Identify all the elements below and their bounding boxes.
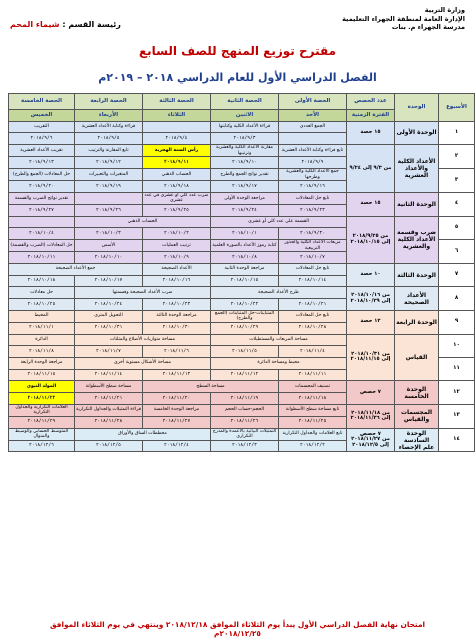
unit-name: الوحدة الرابعة: [395, 310, 439, 334]
lesson-cell: المتغيرات والتعبيرات: [75, 168, 143, 180]
date-cell: ٢٠١٨/٩/٦: [9, 133, 75, 145]
date-cell: ٢٠١٨/٩/٢٣: [279, 205, 347, 217]
date-cell: ٢٠١٨/٩/١٠: [211, 157, 279, 169]
lesson-cell: مخططات الساق والأوراق: [75, 428, 211, 440]
lesson-cell: الحجم-حساب الحجم: [211, 404, 279, 416]
lesson-cell: مساحة السطح: [143, 381, 279, 393]
lesson-cell: الدائرة: [9, 334, 75, 346]
date-cell: ٢٠١٨/١٢/٤: [143, 440, 211, 452]
date-cell: ٢٠١٨/٩/١٨: [143, 181, 211, 193]
week-number: ٨: [439, 287, 475, 310]
lesson-cell: تابع المقارنة والترتيب: [75, 145, 143, 157]
directorate-name: الإدارة العامة لمنطقة الجهراء التعليمية: [342, 14, 465, 23]
date-cell: ٢٠١٨/١١/١٥: [9, 369, 75, 381]
lesson-cell: مساحة متوازيات الأضلاع والمثلثات: [75, 334, 211, 346]
lesson-cell: قراءة الأعداد الكلية وكتابتها: [211, 121, 279, 133]
unit-name: الوحدة الخامسة: [395, 381, 439, 404]
lesson-cell: قراءة التمثيلات والجداول التكرارية: [75, 404, 143, 416]
unit-title: المجسمات والقياس: [395, 404, 439, 428]
col-p1: الحصة الأولى: [279, 94, 347, 110]
lesson-cell: القسمة على عدد كلي أو عشري: [211, 216, 347, 228]
lesson-cell: مراجعة الوحدة الثانية: [211, 263, 279, 275]
date-cell: ٢٠١٨/١٠/٢١: [279, 299, 347, 311]
lesson-cell: المتوسط الحسابي والوسيط والمنوال: [9, 428, 75, 440]
date-cell: ٢٠١٨/١٠/٤: [9, 228, 75, 240]
date-cell: ٢٠١٨/١١/٥: [211, 346, 279, 358]
exam-note-line1: امتحان نهاية الفصل الدراسي الأول يبدأ يوم الثلاثاء الموافق ٢٠١٨/١٢/١٨ وينتهي في يوم الثلاثاء الموافق: [49, 620, 426, 629]
date-cell: ٢٠١٨/١١/١٩: [211, 393, 279, 405]
lesson-cell: العلامات التكرارية والجداول التكرارية: [9, 404, 75, 416]
lesson-cell: الحساب الذهني: [143, 168, 211, 180]
date-cell: ٢٠١٨/١١/٢٩: [9, 416, 75, 428]
lesson-cell: مربعات الأعداد الكلية والجذور التربيعية: [279, 240, 347, 252]
date-cell: ٢٠١٨/١٠/١١: [9, 252, 75, 264]
date-cell: ٢٠١٨/١١/٨: [9, 346, 75, 358]
page-subtitle: الفصل الدراسي الأول للعام الدراسي ٢٠١٨ – ٢٠١٩م: [98, 71, 377, 84]
lesson-cell: طرح الأعداد الصحيحة: [211, 287, 347, 299]
date-cell: ٢٠١٨/٩/٢٥: [143, 205, 211, 217]
lesson-cell: تابع العلامات والجداول التكرارية: [279, 428, 347, 440]
date-cell: ٢٠١٨/٩/٢٦: [75, 205, 143, 217]
week-number: ١١: [439, 357, 475, 380]
lesson-cell: مراجعة الوحدة الرابعة: [9, 357, 75, 369]
unit-name: [395, 428, 439, 452]
date-cell: ٢٠١٨/١٠/٢٢: [211, 299, 279, 311]
day-p3: الثلاثاء: [143, 110, 211, 122]
page-title: مقترح توزيع المنهج للصف السابع: [138, 44, 337, 58]
unit-period: من ٢٠١٨/١١/١٨ إلى ٢٠١٨/١١/٢٦: [347, 404, 395, 428]
unit-sessions: ١٥ حصة: [347, 192, 395, 216]
unit-period: من ٩/٣ إلى ٩/٢٤: [347, 145, 395, 193]
unit-period: من ٢٠١٨/٩/٢٥ إلى ٢٠١٨/١٠/١٥: [347, 216, 395, 263]
week-number: ١٢: [439, 381, 475, 404]
lesson-cell: مساحة الأشكال مستوية أخرى: [75, 357, 211, 369]
lesson-cell: [75, 192, 143, 204]
lesson-cell: ترتيب العمليات: [143, 240, 211, 252]
week-number: ٤: [439, 192, 475, 216]
date-cell: ٢٠١٨/٩/١٢: [75, 157, 143, 169]
lesson-cell: حل معادلات: [9, 287, 75, 299]
col-p4: الحصة الرابعة: [75, 94, 143, 110]
week-number: ١٠: [439, 334, 475, 357]
unit-title: ضرب وقسمة الأعداد الكلية والعشرية: [395, 216, 439, 263]
lesson-cell: مراجعة الوحدة الثالثة: [143, 310, 211, 322]
day-p4: الأربعاء: [75, 110, 143, 122]
date-cell: ٢٠١٨/١١/١٤: [75, 369, 143, 381]
exam-note: [0, 620, 475, 638]
lesson-cell: مساحة المربعات والمستطيلات: [211, 334, 347, 346]
holiday-cell: المولد النبوي: [9, 381, 75, 393]
col-unit: الوحدة: [395, 94, 439, 122]
table-row: [9, 192, 475, 204]
date-cell: ٢٠١٨/٩/٢٠: [9, 181, 75, 193]
date-cell: ٢٠١٨/١٠/٣: [75, 228, 143, 240]
lesson-cell: تصنيف المجسمات: [279, 381, 347, 393]
date-cell: ٢٠١٨/٩/٤: [143, 133, 211, 145]
col-period: الفترة الزمنية: [347, 110, 395, 122]
unit-sessions: ٧ حصص: [347, 381, 395, 404]
col-sessions: عدد الحصص: [347, 94, 395, 110]
date-cell: ٢٠١٨/٩/٣: [211, 133, 279, 145]
date-cell: ٢٠١٨/١٠/١٠: [75, 252, 143, 264]
lesson-cell: تابع مساحة سطح الأسطوانة: [279, 404, 347, 416]
date-cell: ٢٠١٨/١٠/٢٣: [143, 299, 211, 311]
head-of-department: [10, 20, 121, 29]
unit-name: الوحدة الثالثة: [395, 263, 439, 286]
date-cell: ٢٠١٨/٩/٥: [75, 133, 143, 145]
holiday-cell: رأس السنة الهجرية: [143, 145, 211, 157]
table-row: [9, 334, 475, 346]
date-cell: ٢٠١٨/١١/٦: [143, 346, 211, 358]
lesson-cell: ضرب الأعداد الصحيحة وقسمتها: [75, 287, 211, 299]
date-cell: ٢٠١٨/١١/١: [9, 322, 75, 334]
table-row: [9, 263, 475, 275]
week-number: ١٤: [439, 428, 475, 452]
date-cell: ٢٠١٨/٩/٩: [279, 157, 347, 169]
unit-label: الوحدة السادسة: [403, 429, 430, 444]
unit-period: من ٢٠١٨/١٠/٣١ إلى ٢٠١٨/١١/١٥: [347, 334, 395, 381]
head-name: شيماء المحم: [10, 20, 60, 29]
lesson-cell: تابع حل المعادلات: [279, 263, 347, 275]
exam-note-line2: ٢٠١٨/١٢/٢٥م: [214, 629, 261, 638]
date-cell: ٢٠١٨/١٠/٢٩: [211, 322, 279, 334]
lesson-cell: تابع قراءة وكتابة الأعداد العشرية: [279, 145, 347, 157]
date-cell: ٢٠١٨/١٠/٩: [143, 252, 211, 264]
lesson-cell: كتابة رموز الأعداد بالصورة العلمية: [211, 240, 279, 252]
week-number: ١: [439, 121, 475, 144]
lesson-cell: حل المعادلات (الضرب والقسمة): [9, 240, 75, 252]
ministry-block: [342, 6, 465, 32]
date-cell: ٢٠١٨/١١/٤: [279, 346, 347, 358]
date-cell: ٢٠١٨/١١/٢٧: [143, 416, 211, 428]
week-number: ٣: [439, 168, 475, 192]
date-cell: ٢٠١٨/١٠/٢٥: [9, 299, 75, 311]
lesson-cell: [9, 216, 75, 228]
lesson-cell: الأعداد الصحيحة: [143, 263, 211, 275]
date-cell: ٢٠١٨/١١/١٣: [143, 369, 211, 381]
head-label: رئيسة القسم :: [62, 20, 121, 29]
date-cell: ٢٠١٨/٩/١٣: [9, 157, 75, 169]
unit-sessions: ١٠ حصة: [347, 263, 395, 286]
date-cell: ٢٠١٨/٩/٢٧: [9, 205, 75, 217]
col-week: الأسبوع: [439, 94, 475, 122]
unit-title: القياس: [395, 334, 439, 381]
date-cell: ٢٠١٨/١٠/٣١: [75, 322, 143, 334]
date-cell: ٢٠١٨/٩/١١: [143, 157, 211, 169]
lesson-cell: [143, 121, 211, 133]
lesson-cell: تابع حل المعادلات: [279, 310, 347, 322]
date-cell: ٢٠١٨/٩/٣٠: [279, 228, 347, 240]
date-cell: ٢٠١٨/١٠/١٦: [143, 275, 211, 287]
unit-title: الأعداد الصحيحة: [395, 287, 439, 310]
lesson-cell: حل المعادلات (الجمع والطرح): [9, 168, 75, 180]
date-cell: ٢٠١٨/١٠/٧: [279, 252, 347, 264]
unit-sessions: ١٥ حصة: [347, 121, 395, 144]
date-cell: ٢٠١٨/١٢/٢: [279, 440, 347, 452]
date-cell: ٢٠١٨/١٢/٦: [9, 440, 75, 452]
table-row: [9, 381, 475, 393]
table-row: [9, 121, 475, 133]
school-name: مدرسة الجهراء م. بنات: [391, 23, 465, 31]
page-header: [0, 0, 475, 92]
lesson-cell: جمع الأعداد الكلية والعشرية وطرحها: [279, 168, 347, 180]
lesson-cell: مراجعة الوحدة الأولى: [211, 192, 279, 204]
date-cell: ٢٠١٨/١٠/٣٠: [143, 322, 211, 334]
unit-title: الأعداد الكلية والأعداد العشرية: [395, 145, 439, 193]
lesson-cell: مقارنة الأعداد الكلية والعشرية وترتيبها: [211, 145, 279, 157]
date-cell: [279, 133, 347, 145]
col-p2: الحصة الثانية: [211, 94, 279, 110]
date-cell: ٢٠١٨/١١/٢٨: [75, 416, 143, 428]
lesson-cell: قراءة وكتابة الأعداد العشرية: [75, 121, 143, 133]
table-row: [9, 404, 475, 416]
lesson-cell: التقريب: [9, 121, 75, 133]
lesson-cell: تقدير نواتج الجمع والطرح: [211, 168, 279, 180]
lesson-cell: الحساب الذهني: [75, 216, 211, 228]
date-cell: ٢٠١٨/١١/٧: [75, 346, 143, 358]
date-cell: ٢٠١٨/١١/٢٥: [279, 416, 347, 428]
date-cell: ٢٠١٨/١١/٢١: [75, 393, 143, 405]
day-p1: الأحد: [279, 110, 347, 122]
lesson-cell: جمع الأعداد الصحيحة: [9, 263, 143, 275]
unit-name: الوحدة الثانية: [395, 192, 439, 216]
date-cell: ٢٠١٨/١١/٢٦: [211, 416, 279, 428]
date-cell: ٢٠١٨/١٠/١: [211, 228, 279, 240]
table-row: [9, 145, 475, 157]
date-cell: ٢٠١٨/١١/٢٠: [143, 393, 211, 405]
lesson-cell: المتباينات-حل المتباينات (الجمع والطرح): [211, 310, 279, 322]
table-row: [9, 287, 475, 299]
week-number: ٢: [439, 145, 475, 169]
date-cell: ٢٠١٨/١١/١٢: [211, 369, 279, 381]
lesson-cell: مساحة سطح الأسطوانة: [75, 381, 143, 393]
table-row: [9, 216, 475, 228]
week-number: ٩: [439, 310, 475, 334]
lesson-cell: المحيط: [9, 310, 75, 322]
date-cell: ٢٠١٨/١٠/١٥: [211, 275, 279, 287]
unit-period: من ٢٠١٨/١١/٢٧ إلى ٢٠١٨/١٢/٥: [351, 436, 390, 448]
lesson-cell: محيط ومساحة الدائرة: [211, 357, 347, 369]
date-cell: ٢٠١٨/١٢/٣: [211, 440, 279, 452]
unit-period: من ٢٠١٨/١٠/١٦ إلى ٢٠١٨/١٠/٢٩: [347, 287, 395, 310]
unit-title: علم الإحصاء: [398, 443, 435, 451]
day-p2: الاثنين: [211, 110, 279, 122]
week-number: ٥: [439, 216, 475, 239]
unit-name: الوحدة الأولى: [395, 121, 439, 144]
date-cell: ٢٠١٨/١٠/٢: [143, 228, 211, 240]
unit-sessions: ١٢ حصة: [347, 310, 395, 334]
day-p5: الخميس: [9, 110, 75, 122]
lesson-cell: التمثيلات البيانية بالأعمدة والمدرج التكراري: [211, 428, 279, 440]
curriculum-table: [8, 93, 475, 452]
date-cell: ٢٠١٨/٩/٢٤: [211, 205, 279, 217]
date-cell: ٢٠١٨/١٠/٨: [211, 252, 279, 264]
table-row: [9, 310, 475, 322]
col-p3: الحصة الثالثة: [143, 94, 211, 110]
col-p5: الحصة الخامسة: [9, 94, 75, 110]
unit-sessions: [347, 428, 395, 452]
week-number: ١٣: [439, 404, 475, 428]
sessions-count: ٧ حصص: [360, 430, 381, 437]
date-cell: ٢٠١٨/١١/٢٢: [9, 393, 75, 405]
date-cell: ٢٠١٨/١٠/١٨: [9, 275, 75, 287]
date-cell: ٢٠١٨/١٢/٥: [75, 440, 143, 452]
ministry-name: وزارة التربية: [424, 6, 465, 14]
lesson-cell: تابع حل المعادلات: [279, 192, 347, 204]
week-number: ٧: [439, 263, 475, 286]
date-cell: ٢٠١٨/١٠/١٧: [75, 275, 143, 287]
date-cell: ٢٠١٨/٩/١٦: [279, 181, 347, 193]
date-cell: ٢٠١٨/١٠/١٤: [279, 275, 347, 287]
table-row: [9, 428, 475, 440]
date-cell: ٢٠١٨/٩/١٧: [211, 181, 279, 193]
lesson-cell: تقريب الأعداد العشرية: [9, 145, 75, 157]
week-number: ٦: [439, 240, 475, 264]
lesson-cell: تقدير نواتج الضرب والقسمة: [9, 192, 75, 204]
date-cell: ٢٠١٨/٩/١٩: [75, 181, 143, 193]
lesson-cell: مراجعة الوحدة الخامسة: [143, 404, 211, 416]
date-cell: ٢٠١٨/١١/١١: [279, 369, 347, 381]
date-cell: ٢٠١٨/١١/١٨: [279, 393, 347, 405]
lesson-cell: التحويل المتري: [75, 310, 143, 322]
date-cell: ٢٠١٨/١٠/٢٤: [75, 299, 143, 311]
date-cell: ٢٠١٨/١٠/٢٨: [279, 322, 347, 334]
lesson-cell: ضرب عدد كلي أو عشري في عدد عشري: [143, 192, 211, 204]
lesson-cell: الجمع العددي: [279, 121, 347, 133]
lesson-cell: الأسس: [75, 240, 143, 252]
